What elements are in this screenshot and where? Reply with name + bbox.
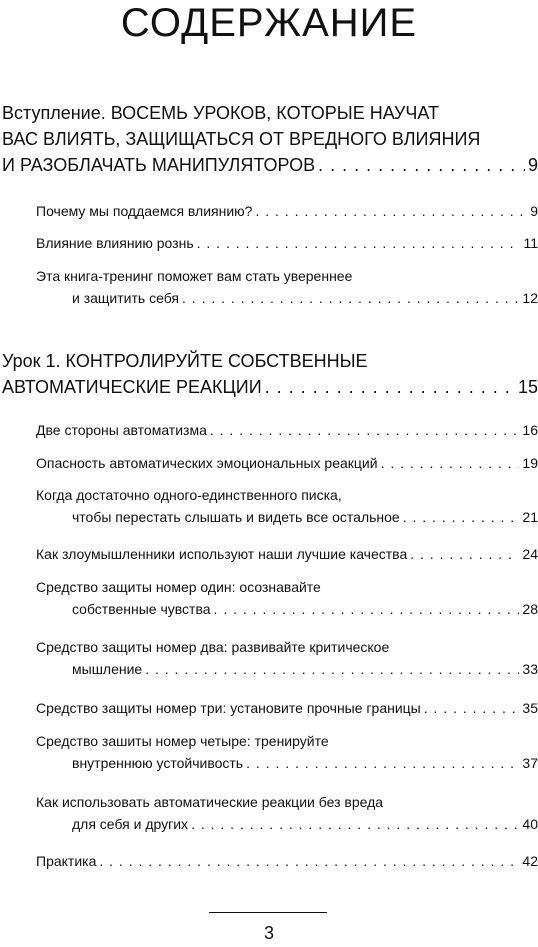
toc-item-label: Практика [36,853,97,869]
toc-item-label: Средство зашиты номер четыре: тренируйте [36,733,329,749]
toc-item-label: Средство защиты номер три: установите прочные границы [36,700,421,716]
toc-item-label: собственные чувства [72,601,211,617]
toc-item-label: для себя и других [72,816,189,832]
toc-item-label: Как злоумышленники используют наши лучшие качества [36,546,408,562]
dot-leader [191,813,519,835]
toc-item[interactable] [0,232,538,254]
toc-page-number: 9 [530,203,538,219]
toc-item-label: чтобы перестать слышать и видеть все остальное [72,509,400,525]
dot-leader [381,452,520,474]
toc-page-number: 33 [522,661,538,677]
toc-item[interactable] [0,484,538,528]
dot-leader [318,152,525,178]
toc-page-number: 12 [522,290,538,306]
dot-leader [197,232,521,254]
toc-page-number: 16 [522,422,538,438]
toc-item[interactable] [0,576,538,620]
toc-item[interactable] [0,543,538,565]
footer-rule [209,912,327,913]
dot-leader [214,598,520,620]
toc-item-label: Влияние влиянию рознь [36,235,194,251]
toc-item[interactable] [0,697,538,719]
toc-section-title-line: И РАЗОБЛАЧАТЬ МАНИПУЛЯТОРОВ [2,155,316,175]
toc-page-number: 35 [522,700,538,716]
toc-page-number: 37 [522,755,538,771]
toc-item-label: Почему мы поддаемся влиянию? [36,203,253,219]
footer-page-number: 3 [263,923,274,943]
toc-page-number: 42 [522,853,538,869]
toc-page-number: 9 [527,155,538,175]
toc-item-label: мышление [72,661,143,677]
toc-item-label: Две стороны автоматизма [36,422,207,438]
toc-item[interactable] [0,791,538,835]
toc-page-number: 15 [517,377,538,397]
toc-page-number: 11 [523,235,538,251]
toc-item-label: и защитить себя [72,290,180,306]
toc-item[interactable] [0,419,538,441]
toc-item[interactable] [0,265,538,309]
dot-leader [410,543,519,565]
toc-page-number: 21 [522,509,538,525]
dot-leader [182,287,519,309]
dot-leader [403,506,520,528]
toc-item-label: Эта книга-тренинг поможет вам стать увереннее [36,268,353,284]
toc-item-label: Средство защиты номер один: осознавайте [36,579,321,595]
toc-section-intro[interactable] [0,100,538,178]
toc-item[interactable] [0,200,538,222]
dot-leader [265,374,515,400]
toc-section-title-line: АВТОМАТИЧЕСКИЕ РЕАКЦИИ [2,377,262,397]
toc-section-title-line: Урок 1. КОНТРОЛИРУЙТЕ СОБСТВЕННЫЕ [2,351,368,371]
toc-page-number: 19 [522,455,538,471]
dot-leader [255,200,527,222]
toc-item[interactable] [0,850,538,872]
toc-page-number: 28 [522,601,538,617]
toc-item[interactable] [0,452,538,474]
dot-leader [145,658,519,680]
toc-item[interactable] [0,730,538,774]
toc-section-title-line: ВАС ВЛИЯТЬ, ЗАЩИЩАТЬСЯ ОТ ВРЕДНОГО ВЛИЯНИЯ [2,129,481,149]
dot-leader [99,850,519,872]
toc-section-title-line: Вступление. ВОСЕМЬ УРОКОВ, КОТОРЫЕ НАУЧАТ [2,103,439,123]
toc-page-number: 40 [522,816,538,832]
toc-item-label: Когда достаточно одного-единственного писка, [36,487,342,503]
toc-item-label: Средство защиты номер два: развивайте критическое [36,639,390,655]
toc-section-lesson-1[interactable] [0,348,538,400]
toc-item-label: Как использовать автоматические реакции без вреда [36,794,384,810]
toc-item-label: внутреннюю устойчивость [72,755,244,771]
dot-leader [210,419,520,441]
toc-item[interactable] [0,636,538,680]
toc-item-label: Опасность автоматических эмоциональных реакций [36,455,378,471]
page-title: СОДЕРЖАНИЕ [120,1,418,45]
dot-leader [424,697,520,719]
dot-leader [246,752,519,774]
toc-page-number: 24 [522,546,538,562]
